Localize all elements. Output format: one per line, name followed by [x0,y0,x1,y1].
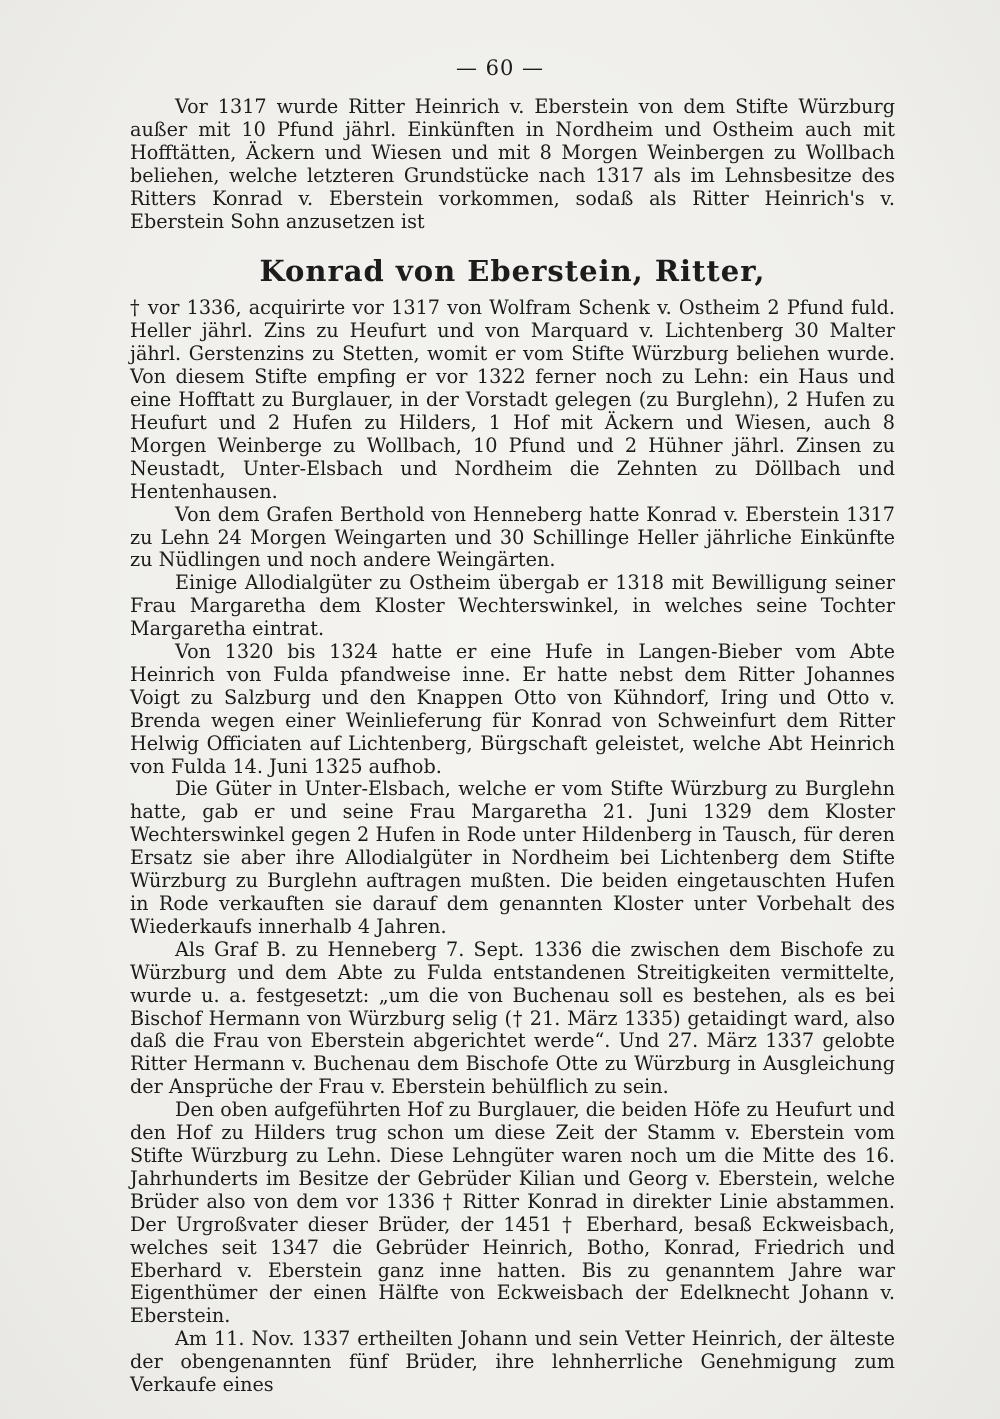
section-heading: Konrad von Eberstein, Ritter, [259,254,766,289]
paragraph-langen-bieber: Von 1320 bis 1324 hatte er eine Hufe in Langen-Bieber vom Abte Heinrich von Fulda pfandweise inne. Er hatte nebst dem Ritter Johannes Voigt zu Salzburg und den Knappen Otto von Kühndorf, Iring und Otto v. Brenda wegen einer Weinlieferung für Konrad von Schweinfurt dem Ritter Helwig Officiaten auf Lichtenberg, Bürgschaft geleistet, welche Abt Heinrich von Fulda 14. Juni 1325 aufhob. [130,640,895,778]
page-body [130,96,895,1397]
paragraph-allodial-goods: Einige Allodialgüter zu Ostheim übergab er 1318 mit Bewilligung seiner Frau Margaretha dem Kloster Wechterswinkel, in welches seine Tochter Margaretha eintrat. [130,571,895,641]
paragraph-unter-elsbach: Die Güter in Unter-Elsbach, welche er vom Stifte Würzburg zu Burglehn hatte, gab er und seine Frau Margaretha 21. Juni 1329 dem Kloster Wechterswinkel gegen 2 Hufen in Rode unter Hildenberg in Tausch, für deren Ersatz sie aber ihre Allodialgüter in Nordheim bei Lichtenberg dem Stifte Würzburg zu Burglehn auftragen mußten. Die beiden eingetauschten Hufen in Rode verkauften sie darauf dem genannten Kloster unter Vorbehalt des Wiederkaufs innerhalb 4 Jahren. [130,777,895,938]
paragraph-heinrich: Vor 1317 wurde Ritter Heinrich v. Eberstein von dem Stifte Würzburg außer mit 10 Pfund jährl. Einkünften in Nordheim und Ostheim auch mit Hofftätten, Äckern und Wiesen und mit 8 Morgen Weinbergen zu Wollbach beliehen, welche letzteren Grundstücke nach 1317 als im Lehnsbesitze des Ritters Konrad v. Eberstein vorkommen, sodaß als Ritter Heinrich's v. Eberstein Sohn anzusetzen ist [130,95,895,233]
page-number: — 60 — [455,56,545,80]
paragraph-henneberg-fief: Von dem Grafen Berthold von Henneberg hatte Konrad v. Eberstein 1317 zu Lehn 24 Morgen Weingarten und 30 Schillinge Heller jährliche Einkünfte zu Nüdlingen und noch andere Weingärten. [130,502,895,572]
paragraph-burglauer: Den oben aufgeführten Hof zu Burglauer, die beiden Höfe zu Heufurt und den Hof zu Hilders trug schon um diese Zeit der Stamm v. Eberstein vom Stifte Würzburg zu Lehn. Diese Lehngüter waren noch um die Mitte des 16. Jahrhunderts im Besitze der Gebrüder Kilian und Georg v. Eberstein, welche Brüder also von dem vor 1336 † Ritter Konrad in direkter Linie abstammen. Der Urgroßvater dieser Brüder, der 1451 † Eberhard, besaß Eckweisbach, welches seit 1347 die Gebrüder Heinrich, Botho, Konrad, Friedrich und Eberhard v. Eberstein ganz inne hatten. Bis zu genanntem Jahre war Eigenthümer der einen Hälfte von Eckweisbach der Edelknecht Johann v. Eberstein. [130,1098,895,1328]
paragraph-konrad-intro: † vor 1336, acquirirte vor 1317 von Wolfram Schenk v. Ostheim 2 Pfund fuld. Heller jährl. Zins zu Heufurt und von Marquard v. Lichtenberg 30 Malter jährl. Gerstenzins zu Stetten, womit er vom Stifte Würzburg beliehen wurde. Von diesem Stifte empfing er vor 1322 ferner noch zu Lehn: ein Haus und eine Hofftatt zu Burglauer, in der Vorstadt gelegen (zu Burglehn), 2 Hufen zu Heufurt und 2 Hufen zu Hilders, 1 Hof mit Äckern und Wiesen, auch 8 Morgen Weinberge zu Wollbach, 10 Pfund und 2 Hühner jährl. Zinsen zu Neustadt, Unter-Elsbach und Nordheim die Zehnten zu Döllbach und Hentenhausen. [130,296,895,503]
paragraph-johann-heinrich: Am 11. Nov. 1337 ertheilten Johann und sein Vetter Heinrich, der älteste der obengenannten fünf Brüder, ihre lehnherrliche Genehmigung zum Verkaufe eines [130,1327,895,1397]
paragraph-graf-henneberg: Als Graf B. zu Henneberg 7. Sept. 1336 die zwischen dem Bischofe zu Würzburg und dem Abte zu Fulda entstandenen Streitigkeiten vermittelte, wurde u. a. festgesetzt: „um die von Buchenau soll es bestehen, als es bei Bischof Hermann von Würzburg selig († 21. März 1335) getaidingt ward, also daß die Frau von Eberstein abgerichtet werde“. Und 27. März 1337 gelobte Ritter Hermann v. Buchenau dem Bischofe Otte zu Würzburg in Ausgleichung der Ansprüche der Frau v. Eberstein behülflich zu sein. [130,937,895,1099]
